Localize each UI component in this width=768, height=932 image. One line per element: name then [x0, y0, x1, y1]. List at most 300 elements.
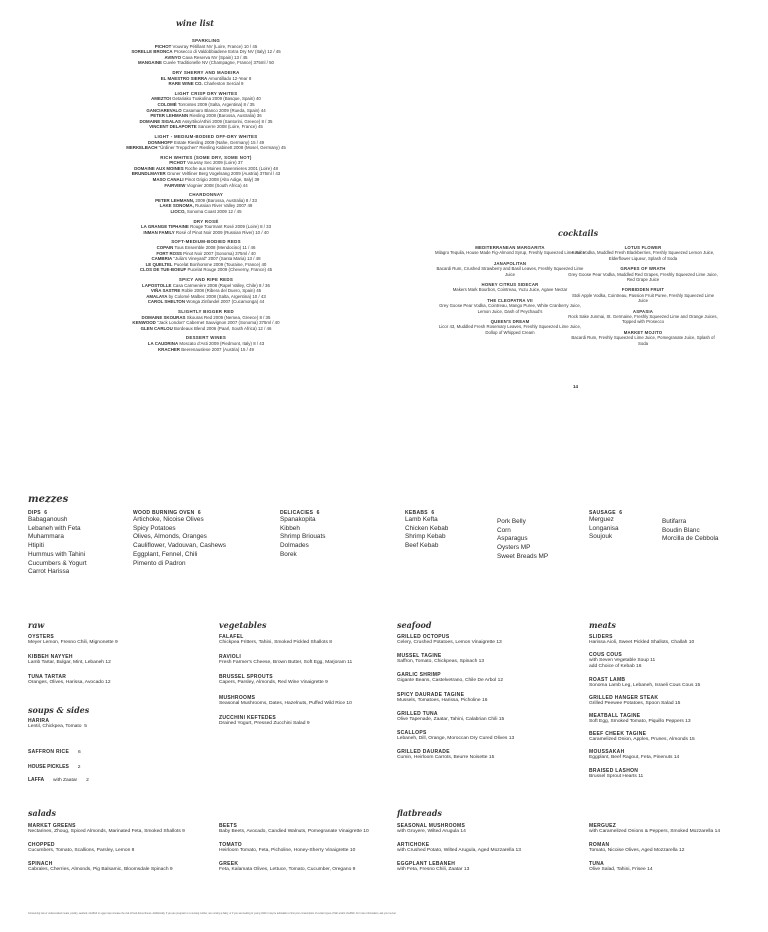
mezze-kebabs-extra — [497, 518, 548, 562]
wine-item — [86, 267, 326, 273]
wine-price: 8 / 36 — [258, 282, 270, 288]
wine-producer: AVINYO — [164, 54, 182, 60]
dish-description: Olive Salad, Tahini, Frisee — [589, 867, 646, 873]
wine-producer: GLEN CARLOU — [140, 325, 173, 331]
dish-description: Meyer Lemon, Fresno Chili, Mignonette — [28, 640, 114, 645]
wine-producer: AMALAYA — [146, 293, 168, 299]
dish-name: GARLIC SHRIMP — [397, 672, 441, 679]
cocktail-name: HONEY CITRUS SIDECAR — [481, 282, 539, 288]
wine-description: by Colomé Malbec 2008 (Salta, Argentina) — [168, 293, 252, 299]
menu-dish — [219, 861, 394, 873]
cocktail-name: GRAPES OF WRATH — [620, 266, 666, 272]
wine-description: Sancerre 2008 (Loire, France) — [197, 124, 257, 130]
menu-dish — [397, 634, 577, 646]
cocktail-name: MARKET MOJITO — [623, 329, 663, 335]
dish-name: RAVIOLI — [219, 654, 242, 661]
laffa-price: 2 — [86, 778, 89, 783]
wine-price: 13 / 45 — [234, 54, 248, 60]
menu-dish — [28, 674, 208, 686]
wine-producer: FAIRVIEW — [164, 182, 186, 188]
seafood-title: seafood — [397, 620, 432, 630]
dish-description: Baby Beets, Avocado, Candied Walnuts, Pomegranate Vinaigrette — [219, 829, 362, 834]
menu-dish — [589, 842, 764, 854]
dish-name: ROMAN — [589, 842, 610, 849]
saffron-rice-name: SAFFRON RICE — [28, 749, 70, 755]
flatbreads-column-2 — [589, 823, 764, 881]
wine-producer: LAKE SONOMA, — [159, 203, 194, 209]
dish-price: 16 — [636, 664, 642, 670]
dish-description: Mussels, Tomatoes, Harissa, Picholine — [397, 697, 481, 703]
menu-dish — [397, 711, 577, 723]
wine-list — [86, 38, 326, 352]
cocktail-name: LOTUS FLOWER — [624, 245, 662, 250]
wine-producer: AMEZTOI — [151, 96, 171, 102]
dish-description: Drained Yogurt, Pressed Zucchini Salad — [219, 720, 306, 726]
wine-producer: KRACHER — [158, 346, 180, 352]
dish-name: BEEF CHEEK TAGINE — [589, 731, 647, 738]
dish-name: GRILLED OCTOPUS — [397, 634, 450, 640]
wine-producer: MANGAINE — [138, 60, 162, 66]
mezze-item: Sweet Breads MP — [497, 552, 549, 560]
dish-price: 8 — [131, 848, 135, 854]
cocktail-description: Milagro Tequila, House Made Fig-Almond Syrup, Freshly Squeezed Lime Juice — [435, 250, 585, 256]
dish-price: 9 — [169, 867, 173, 873]
menu-dish — [589, 713, 759, 725]
dish-price: 10 — [688, 640, 695, 645]
wine-description: "Julia's Vineyard" 2007 (Santa Maria) — [173, 256, 246, 262]
vegetables-list — [219, 634, 394, 735]
wine-producer: LAPOSTOLLE — [142, 282, 172, 288]
wine-description: Bordeaux Blend 2006 (Paarl, South Africa) — [174, 325, 257, 331]
mezze-item: Butifarra — [662, 518, 687, 525]
dish-description: Chickpea Fritters, Tahini, Smoked Pickled Shallots — [219, 640, 328, 645]
dish-price: 14 — [460, 829, 466, 834]
dish-name: GRILLED HANGER STEAK — [589, 694, 659, 701]
cocktails-right-column — [568, 245, 718, 351]
dish-description: Cucumbers, Tomato, Scallions, Parsley, Lemon — [28, 848, 131, 854]
wine-producer: KENWOOD — [132, 320, 156, 326]
cocktail-description: Grey Goose Pear Vodka, Cointreau, Mango Puree, White Cranberry Juice, Lemon Juice, Dash of Peychaud's — [439, 303, 581, 314]
mezze-item: Lamb Kefta — [405, 516, 438, 523]
dish-name: FALAFEL — [219, 634, 244, 640]
wine-price: 8 / 35 — [259, 314, 271, 320]
cocktail-description: Grey Goose Pear Vodka, Muddled Red Grapes, Freshly Squeezed Lime Juice, Red Grape Juice — [568, 271, 718, 283]
dish-price: 13 — [515, 848, 521, 854]
cocktail-item — [568, 287, 718, 303]
menu-dish — [28, 842, 208, 854]
wine-producer: COPAIN — [156, 245, 174, 250]
dish-name: ROAST LAMB — [589, 676, 626, 683]
wine-description: Cava Reserva NV (Spain) — [182, 54, 233, 60]
house-pickles-name: HOUSE PICKLES — [28, 764, 69, 770]
menu-dish — [397, 823, 582, 835]
kebabs-heading: KEBABS — [405, 510, 428, 516]
wine-price: 15 / 49 — [250, 139, 265, 145]
wine-description: Pucelat Rouge 2009 (Cheverny, France) — [187, 267, 266, 273]
dish-name: OYSTERS — [28, 634, 54, 640]
wine-producer: VINCENT DELAPORTE — [149, 124, 197, 130]
mezze-item: Asparagus — [497, 535, 528, 543]
wine-price: 375ml / 50 — [253, 60, 274, 66]
dish-description: Heirloom Tomato, Feta, Picholine, Honey-Sherry Vinaigrette — [219, 848, 349, 854]
salads-column-1 — [28, 823, 208, 881]
wine-section-heading: SOFT-MEDIUM-BODIED REDS — [171, 239, 241, 245]
dish-name: MUSHROOMS — [219, 694, 256, 701]
dish-price: 9 — [306, 720, 310, 726]
mezze-dips — [28, 510, 87, 577]
dish-price: 15 — [694, 682, 701, 688]
dish-price: 9 — [182, 829, 185, 834]
wine-item — [86, 124, 326, 130]
dish-name: BRUSSEL SPROUTS — [219, 674, 273, 681]
wine-description: Gruner Veltliner Berg Vogelsang 2009 (Austria) — [166, 171, 259, 177]
laffa-desc: with Zaatar — [53, 778, 78, 783]
dish-price: 11 — [638, 773, 644, 779]
wine-description: "Jack London" Cabernet Sauvignon 2007 (Sonoma) — [157, 320, 258, 326]
dish-name: SEASONAL MUSHROOMS — [397, 823, 466, 829]
wine-description: Pinot Noir 2007 (Sonoma) — [183, 250, 234, 256]
dish-price: 12 — [678, 848, 685, 854]
wine-price: 45 — [256, 288, 262, 294]
wine-section-heading: SPICY AND RIPE REDS — [178, 276, 234, 282]
mezze-item: Dolmades — [280, 542, 309, 550]
dish-name: SPICY DAURADE TAGINE — [397, 691, 465, 698]
harira-name: HARIRA — [28, 718, 50, 724]
dish-description: with Crushed Potato, Wilted Arugula, Aged Mozzarella — [397, 848, 515, 854]
wine-producer: INMAN FAMILY — [143, 229, 175, 235]
dish-price: 14 — [673, 755, 680, 761]
wine-producer: BRUNDLMAYER — [131, 171, 166, 177]
wine-price: 9 — [241, 81, 244, 87]
mezze-kebabs — [405, 510, 448, 551]
dish-price: 13 — [508, 736, 515, 742]
dish-name: COUS COUS — [589, 652, 622, 659]
flatbreads-column-1 — [397, 823, 582, 881]
wine-description: Pinot Grigio 2008 (Alto Adige, Italy) — [184, 177, 254, 183]
wine-price: 12 / 45 — [228, 209, 242, 215]
wine-price: 10 / 43 — [252, 293, 266, 299]
mezze-delicacies — [280, 510, 325, 560]
menu-dish — [28, 654, 208, 666]
raw-list — [28, 634, 208, 695]
wine-section-heading: DRY SHERRY AND MADEIRA — [172, 69, 240, 75]
menu-dish — [589, 695, 759, 707]
wine-price: 44 — [259, 299, 265, 305]
menu-dish — [219, 634, 394, 646]
dish-price: 15 — [498, 716, 505, 722]
wine-description: Vouvray Sec 2009 (Loire) — [187, 160, 237, 166]
wine-item — [86, 299, 326, 305]
dish-price: 12 — [497, 678, 504, 684]
dish-description: Lebaneh, Dill, Orange, Moroccan Dry Cured Olives — [397, 736, 508, 742]
wine-description: Rosé of Pinot Noir 2009 (Russian River) — [175, 229, 254, 235]
wine-producer: LA GRANGE TIPHAINE — [140, 224, 189, 230]
dish-price: 14 — [647, 867, 653, 873]
wine-price: 45 — [257, 124, 263, 130]
wine-producer: CAMBRIA — [151, 256, 173, 262]
cocktail-item — [435, 319, 585, 335]
cocktail-name: FORBIDDEN FRUIT — [621, 287, 665, 293]
dish-name: GRILLED TUNA — [397, 710, 438, 717]
dish-description: Tomato, Nicoise Olives, Aged Mozzarella — [589, 848, 678, 854]
wine-description: Roble 2008 (Ribera del Duero, Spain) — [181, 288, 255, 294]
wine-description: Charleston Sercial — [203, 81, 240, 87]
wine-price: 375ml / 43 — [259, 171, 281, 177]
dish-description: Caramelized Onion, Apples, Prunes, Almonds — [589, 737, 688, 743]
seafood-list — [397, 634, 577, 768]
cocktail-item — [435, 282, 585, 293]
wine-description: Getariako Txakolina 2009 (Basque, Spain) — [172, 96, 255, 102]
cocktail-name: ASPASIA — [632, 308, 654, 314]
dish-price: 8 — [329, 640, 333, 645]
wine-price: 37 — [237, 160, 243, 166]
cocktail-description: Makers Mark Bourbon, Cointreau, Yuzu Juice, Agave Nectar — [452, 287, 568, 293]
dish-description: Olive Tapenade, Zaatar, Tahini, Calabrian Chili — [397, 716, 498, 722]
wine-producer: LIOCO, — [170, 209, 186, 215]
wine-section-heading: LIGHT CRISP DRY WHITES — [174, 90, 238, 96]
wine-section-heading: DESSERT WINES — [185, 335, 227, 341]
mezze-item: Babaganoush — [28, 516, 68, 523]
house-pickles-price: 2 — [77, 765, 81, 770]
wine-description: Roche aux Moines Savennieres 2001 (Loire) — [184, 165, 272, 171]
wine-price: 40 — [261, 261, 267, 267]
dish-name: TOMATO — [219, 842, 242, 849]
dish-price: 10 — [346, 700, 352, 706]
wine-description: Vouvray Pétillant NV (Loire, France) — [172, 43, 243, 49]
dish-description: Capers, Parsley, Almonds, Red Wine Vinaigrette — [219, 680, 324, 686]
wine-description: Amontillado 12-Year — [208, 75, 248, 81]
cocktail-description: Ketel Vodka, Muddled Fresh Blackberries, Freshly Squeezed Lemon Juice, Elderflower Liqueur, Splash of Soda — [571, 250, 715, 261]
wine-description: Russian River Valley 2007 — [195, 203, 247, 209]
wine-description: Casamaro Blanco 2009 (Rueda, Spain) — [182, 107, 260, 113]
dish-price: 10 — [363, 829, 369, 834]
page-number: 14 — [573, 384, 579, 389]
menu-dish — [589, 677, 759, 689]
mezze-item: Carrot Harissa — [28, 568, 70, 576]
dish-price: 9 — [114, 640, 118, 645]
wine-item — [86, 183, 326, 189]
dish-price: 15 — [689, 737, 695, 743]
harira-item — [28, 718, 203, 730]
mezze-item: Spicy Potatoes — [133, 524, 176, 532]
wine-price: 8 / 35 — [243, 101, 255, 107]
mezze-item: Spanakopita — [280, 516, 316, 523]
dish-price: 11 — [347, 660, 353, 666]
menu-dish — [219, 654, 394, 666]
mezze-item: Shrimp Kebab — [405, 533, 446, 541]
wine-item — [86, 145, 326, 151]
wine-section-heading: CHARDONNAY — [188, 192, 224, 198]
menu-dish — [397, 749, 577, 761]
wine-description: Rouge Tourmant Rosé 2009 (Loire) — [190, 224, 259, 230]
menu-dish — [397, 672, 577, 684]
wine-description: Prosecco di Valdobbiadene Extra Dry NV (Italy) — [173, 49, 266, 55]
wine-producer: CLOS DE TUE-BOEUF — [139, 267, 187, 273]
wine-price: 12 / 45 — [267, 49, 281, 55]
dish-price: 16 — [482, 697, 488, 703]
dish-description-extra: add Choice of Kebab — [589, 664, 635, 670]
wine-producer: VIÑA SASTRE — [150, 288, 181, 294]
dish-description: with Caramelized Onions & Peppers, Smoked Mozzarella — [589, 829, 714, 834]
meats-list — [589, 634, 759, 786]
delicacies-heading: DELICACIES — [280, 510, 314, 516]
dish-price: 13 — [685, 719, 691, 725]
dish-name: SPINACH — [28, 861, 53, 868]
wine-item — [86, 230, 326, 236]
cocktail-name: THE CLEOPATRA VII — [487, 297, 533, 303]
soups-title: soups & sides — [28, 705, 90, 715]
menu-dish — [589, 634, 759, 646]
menu-dish — [219, 715, 394, 727]
wine-price: 44 — [242, 182, 248, 188]
mezze-item: Pork Belly — [497, 518, 526, 525]
laffa-name: LAFFA — [28, 777, 45, 783]
dish-description: Seasonal Mushrooms, Dates, Hazelnuts, Puffed Wild Rice — [219, 700, 346, 706]
cocktail-description: Bacardi Rum, Crushed Strawberry and Basil Leaves, Freshly Squeezed Lime Juice — [436, 266, 584, 277]
wine-producer: DONNHOFF — [147, 139, 173, 145]
menu-dish — [28, 634, 208, 646]
wine-producer: FORT ROSS — [156, 250, 182, 256]
dish-price: 15 — [488, 755, 495, 761]
dips-price: 6 — [44, 510, 48, 516]
wine-section-heading: SLIGHTLY BIGGER RED — [178, 308, 234, 314]
menu-dish — [589, 861, 764, 873]
mezze-item: Hummus with Tahini — [28, 550, 86, 558]
cocktail-description: Rock Sake Junmai, St. Germaine, Freshly Squeezed Lime and Orange Juices, Topped with Prosecco — [568, 314, 718, 325]
menu-dish — [589, 652, 759, 670]
dish-description: Grilled Peewee Potatoes, Spoon Salad — [589, 700, 674, 706]
mezze-item: Eggplant, Fennel, Chili — [133, 550, 198, 558]
dish-description: Sonoma Lamb Leg, Lebaneh, Israeli Cous Cous — [589, 682, 694, 688]
mezze-wood-oven — [133, 510, 226, 568]
wine-price: 8 / 33 — [260, 224, 272, 230]
dish-description: Saffron, Tomato, Chickpeas, Spinach — [397, 659, 478, 665]
wine-price: 8 / 35 — [261, 118, 273, 124]
wine-description: Viognier 2008 (South Africa) — [186, 182, 242, 188]
wine-price: 45 — [267, 267, 273, 273]
wine-producer: RARE WINE CO. — [168, 81, 203, 87]
mezze-sausage-extra — [662, 518, 718, 544]
cocktail-name: JANAPOLITAN — [493, 260, 527, 266]
wine-description: Tous Ensemble 2008 (Mendocino) — [174, 245, 242, 250]
salads-column-2 — [219, 823, 394, 881]
wine-description: Assyrtiko/Athiri 2009 (Santorini, Greece) — [181, 118, 261, 124]
dish-description: Feta, Kalamata Olives, Lettuce, Tomato, Cucumber, Oregano — [219, 867, 352, 873]
dish-price: 13 — [463, 867, 470, 873]
wine-producer: PICHOT — [169, 160, 186, 166]
wine-list-title: wine list — [176, 18, 214, 28]
meats-title: meats — [589, 620, 616, 630]
wine-producer: DOMAINE SKOURAS — [141, 314, 186, 320]
wine-price: 40 — [255, 96, 261, 102]
cocktail-item — [568, 245, 718, 261]
mezze-item: Longanisa — [589, 524, 619, 532]
mezze-item: Merguez — [589, 516, 614, 523]
wine-item — [86, 209, 326, 215]
wine-section-heading: DRY ROSÉ — [193, 218, 219, 224]
wine-description: Cuvée Traditionelle NV (Champagne, France) — [163, 60, 253, 66]
wine-price: 15 / 49 — [240, 346, 254, 352]
menu-dish — [397, 692, 577, 704]
menu-dish — [397, 653, 577, 665]
dish-name: TUNA TARTAR — [28, 674, 67, 681]
menu-dish — [28, 823, 208, 835]
wine-price: 8 / 33 — [245, 197, 257, 203]
dish-description: Oranges, Olives, Harissa, Avocado — [28, 680, 104, 686]
mezze-item: Muhammara — [28, 533, 64, 541]
dish-name: EGGPLANT LEBANEH — [397, 861, 456, 868]
dish-description: with Gruyere, Wilted Arugula — [397, 829, 459, 834]
mezze-item: Morcilla de Cebbola — [662, 535, 719, 543]
dish-price: 13 — [478, 659, 485, 665]
mezze-item: Htipiti — [28, 542, 44, 550]
wine-producer: MASO CANALI — [152, 177, 184, 183]
mezze-item: Kibbeh — [280, 524, 300, 532]
harira-price: 5 — [84, 724, 87, 729]
wine-description: Sonoma Coast 2009 — [186, 209, 227, 215]
wine-item — [86, 81, 326, 87]
vegetables-title: vegetables — [219, 620, 267, 630]
dish-name: KIBBEH NAYYEH — [28, 654, 73, 661]
wine-item — [86, 326, 326, 332]
wine-producer: CAROL SHELTON — [147, 299, 186, 305]
dish-description: Cabrales, Cherries, Almonds, Pig Balsamic, Bloomsdale Spinach — [28, 867, 169, 873]
dish-description: Nectarines, Zhoug, Spiced Almonds, Marinated Feta, Smoked Shallots — [28, 829, 181, 834]
wine-description: Beerenauslese 2007 (Austria) — [181, 346, 240, 352]
menu-dish — [219, 674, 394, 686]
dish-name: SCALLOPS — [397, 730, 427, 737]
cocktail-item — [568, 266, 718, 282]
wine-item — [86, 347, 326, 353]
wine-price: 13 / 48 — [247, 256, 261, 262]
wine-price: 375ml / 40 — [235, 250, 256, 256]
wine-item — [86, 60, 326, 66]
menu-dish — [219, 695, 394, 707]
dish-description: with Feta, Fresno Chili, Zaatar — [397, 867, 463, 873]
menu-dish — [589, 749, 759, 761]
menu-dish — [28, 861, 208, 873]
dish-description: Gigante Beans, Castelvetrano, Chile De Arbol — [397, 678, 497, 684]
wine-producer: MERKELBACH — [126, 145, 158, 151]
delicacies-price: 6 — [316, 510, 320, 516]
dish-price: 12 — [105, 680, 111, 686]
dish-description: Harissa Aioli, Sweet Pickled Shallots, Challah — [589, 640, 688, 645]
mezze-item: Borek — [280, 550, 297, 558]
wine-description: Wonga Zinfandel 2007 (Cucamonga) — [186, 299, 259, 305]
cocktail-item — [568, 309, 718, 325]
wine-section-heading: SPARKLING — [191, 38, 221, 43]
wine-description: Moscato d'Asti 2009 (Piedmont, Italy) — [179, 340, 252, 346]
wine-price: 49 — [247, 203, 253, 209]
flatbreads-title: flatbreads — [397, 808, 442, 818]
dish-price: 12 — [105, 660, 111, 666]
mezze-item: Shrimp Briouats — [280, 533, 326, 541]
wine-description: Estate Riesling 2009 (Nahe, Germany) — [174, 139, 250, 145]
mezze-item: Olives, Almonds, Oranges — [133, 533, 207, 541]
wine-price: 48 — [273, 165, 278, 171]
wine-producer: DOMAINE SIGALAS — [139, 118, 181, 124]
wine-description: Skouras Red 2009 (Nemea, Greece) — [186, 314, 259, 320]
menu-dish — [219, 842, 394, 854]
mezze-item: Artichoke, Nicoise Olives — [133, 516, 204, 523]
wine-description: Pucelat Bonhomme 2009 (Touraine, France) — [173, 261, 261, 267]
wine-description: Riesling 2008 (Barossa, Australia) — [189, 113, 256, 119]
wine-producer: PICHOT — [154, 43, 172, 49]
menu-dish — [397, 730, 577, 742]
mezze-item: Boudin Blanc — [662, 526, 700, 534]
dish-description: Soft Egg, Smoked Tomato, Piquillo Peppers — [589, 719, 684, 725]
menu-dish — [589, 823, 764, 835]
